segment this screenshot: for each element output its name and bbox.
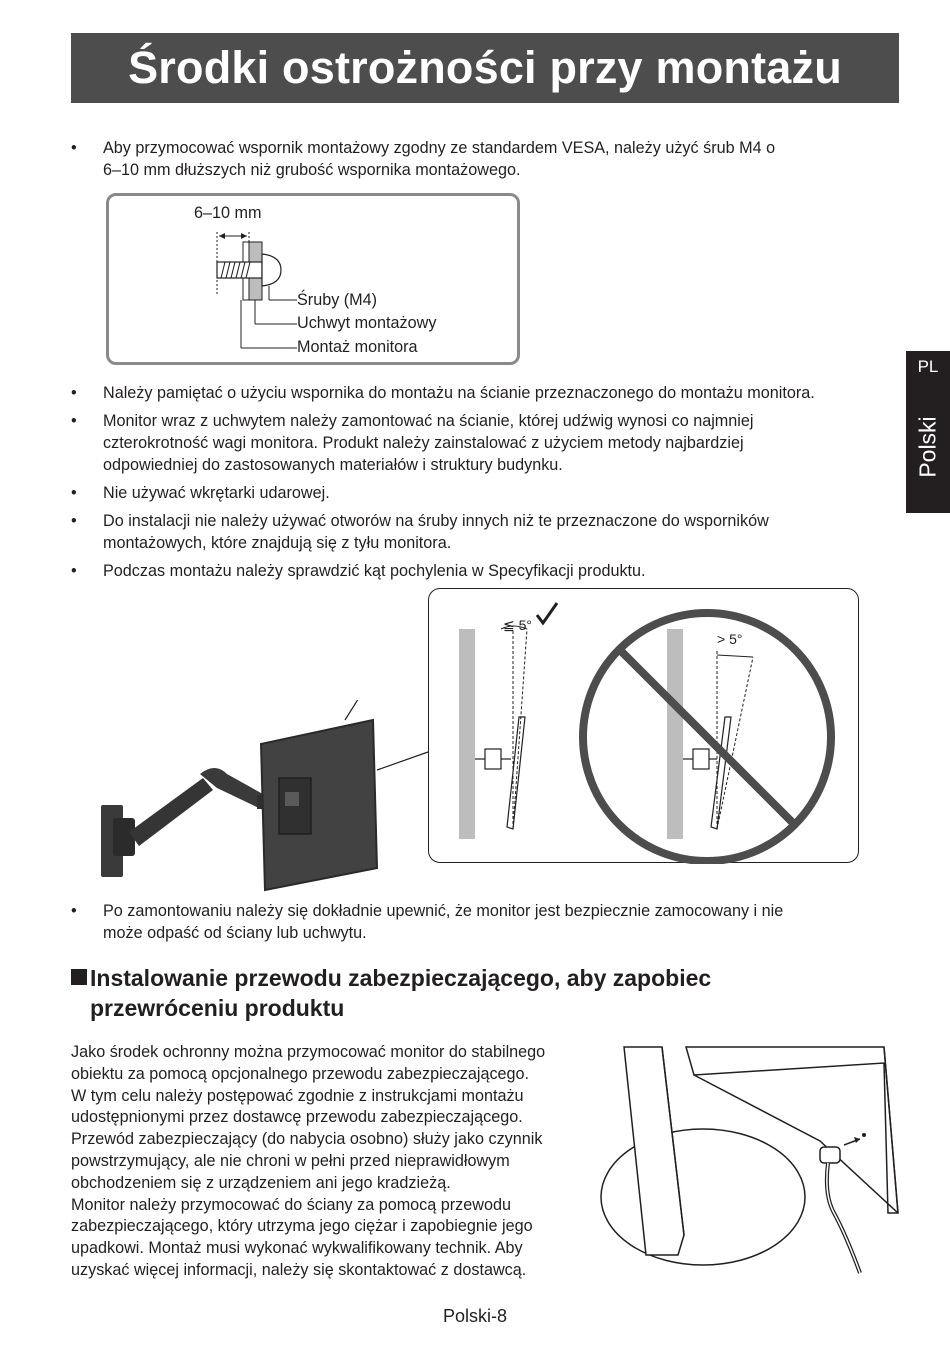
screw-length-figure xyxy=(106,193,520,365)
bullet-line: Monitor wraz z uchwytem należy zamontować na ścianie, której udźwig wynosi co najmniej xyxy=(103,412,754,430)
bullet-dot: • xyxy=(71,902,77,920)
list-item xyxy=(71,382,901,404)
paragraph-line: powstrzymujący, ale nie chroni w pełni przed nieprawidłowym xyxy=(71,1151,510,1170)
language-tab xyxy=(906,351,950,513)
bullet-line: montażowych, które znajdują się z tyłu monitora. xyxy=(103,534,452,552)
paragraph-line: Monitor należy przymocować do ściany za pomocą przewodu xyxy=(71,1195,511,1214)
bullet-line: Po zamontowaniu należy się dokładnie upewnić, że monitor jest bezpiecznie zamocowany i nie xyxy=(103,902,784,920)
list-item xyxy=(71,482,901,504)
bullet-line: Należy pamiętać o użyciu wspornika do montażu na ścianie przeznaczonego do montażu monitora. xyxy=(103,384,815,402)
section-title-line: przewróceniu produktu xyxy=(90,995,345,1021)
bracket-label: Uchwyt montażowy xyxy=(297,314,437,332)
bullet-line: odpowiedniej do zastosowanych materiałów i struktury budynku. xyxy=(103,456,563,474)
tilt-diagram xyxy=(429,589,860,864)
bullet-dot: • xyxy=(71,139,77,157)
list-item xyxy=(71,137,901,181)
paragraph-line: upadkowi. Montaż musi wykonać wykwalifikowany technik. Aby xyxy=(71,1239,523,1258)
bullet-line: może odpaść od ściany lub uchwytu. xyxy=(103,924,367,942)
bullet-line: czterokrotność wagi monitora. Produkt należy zainstalować z użyciem metody najbardziej xyxy=(103,434,744,452)
paragraph-line: udostępnionymi przez dostawcę przewodu zabezpieczającego. xyxy=(71,1108,523,1127)
bullet-line: Podczas montażu należy sprawdzić kąt pochylenia w Specyfikacji produktu. xyxy=(103,562,646,580)
tilt-angle-figure xyxy=(428,588,859,863)
bullet-dot: • xyxy=(71,384,77,402)
list-item xyxy=(71,410,901,476)
language-code: PL xyxy=(917,357,939,376)
language-name: Polski xyxy=(914,416,941,478)
list-item xyxy=(71,900,901,944)
lock-icon xyxy=(820,1147,840,1163)
security-cable-paragraph xyxy=(71,1042,611,1282)
paragraph-line: Jako środek ochronny można przymocować monitor do stabilnego xyxy=(71,1043,546,1061)
page-title: Środki ostrożności przy montażu xyxy=(128,42,842,93)
security-cable-illustration xyxy=(598,1045,908,1275)
paragraph-line: obchodzeniem się z urządzeniem ani jego kradzieżą. xyxy=(71,1173,451,1192)
list-item xyxy=(71,560,901,582)
paragraph-line: zabezpieczającego, który utrzyma jego ciężar i zapobiegnie jego xyxy=(71,1217,533,1236)
wall-ok xyxy=(459,629,475,839)
tilt-ok-label: ≦ 5° xyxy=(503,617,533,633)
bullet-dot: • xyxy=(71,412,77,430)
paragraph-line: W tym celu należy postępować zgodnie z instrukcjami montażu xyxy=(71,1086,524,1105)
bullet-line: Nie używać wkrętarki udarowej. xyxy=(103,484,330,502)
monitor-mount-label: Montaż monitora xyxy=(297,338,418,356)
paragraph-line: uzyskać więcej informacji, należy się skontaktować z dostawcą. xyxy=(71,1260,527,1279)
section-heading xyxy=(71,963,871,1023)
bullet-dot: • xyxy=(71,484,77,502)
bullet-line: Do instalacji nie należy używać otworów na śruby innych niż te przeznaczone do wsporników xyxy=(103,512,769,530)
square-bullet-icon xyxy=(71,969,87,985)
wall-arm-illustration xyxy=(95,700,435,892)
list-item xyxy=(71,510,901,554)
bullet-dot: • xyxy=(71,562,77,580)
bullet-dot: • xyxy=(71,512,77,530)
page-title-bar xyxy=(71,33,899,103)
bullet-line: Aby przymocować wspornik montażowy zgodny ze standardem VESA, należy użyć śrub M4 o xyxy=(103,139,776,157)
section-title-line: Instalowanie przewodu zabezpieczającego, aby zapobiec xyxy=(90,965,712,991)
paragraph-line: Przewód zabezpieczający (do nabycia osobno) służy jako czynnik xyxy=(71,1130,543,1149)
screw-label: Śruby (M4) xyxy=(297,291,378,309)
wall-ng xyxy=(667,629,683,839)
screw-dimension-label: 6–10 mm xyxy=(194,204,262,222)
page-number: Polski-8 xyxy=(442,1306,508,1326)
tilt-bad-label: > 5° xyxy=(717,631,743,647)
bullet-line: 6–10 mm dłuższych niż grubość wspornika montażowego. xyxy=(103,161,521,179)
paragraph-line: obiektu za pomocą opcjonalnego przewodu zabezpieczającego. xyxy=(71,1064,530,1083)
